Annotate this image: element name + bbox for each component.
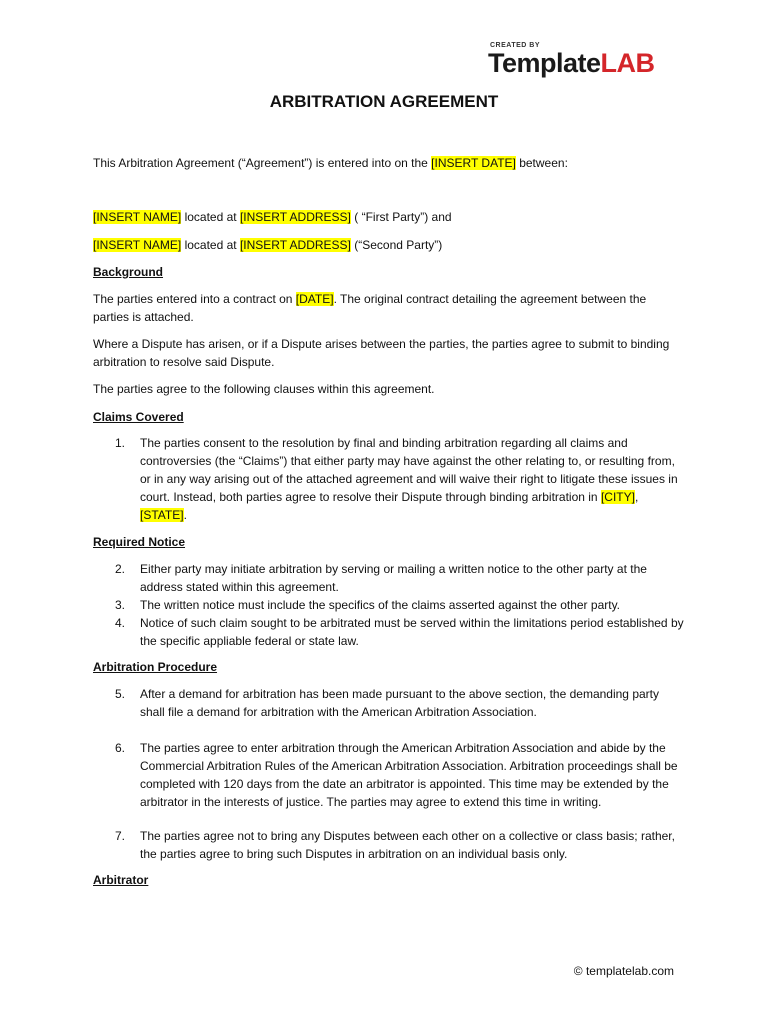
second-party-post: (“Second Party”) [350,238,443,252]
list-item-text: The written notice must include the specifics of the claims asserted against the other party. [140,598,621,612]
list-item-text: Notice of such claim sought to be arbitrated must be served within the limitations period established by the specific appliable federal or state law. [140,616,684,648]
contract-date-field: [DATE] [295,292,334,306]
required-notice-heading: Required Notice [93,535,186,549]
list-item-number: 3. [115,598,126,612]
claims-item-end: . [183,508,187,522]
list-item-text: Either party may initiate arbitration by serving or mailing a written notice to the other party at the address stated within this agreement. [140,562,647,594]
intro-text-post: between: [515,156,568,170]
list-item-number: 5. [115,687,126,701]
list-item-number: 1. [115,436,126,450]
list-item-number: 2. [115,562,126,576]
arbitration-procedure-heading: Arbitration Procedure [93,660,218,674]
second-party-mid: located at [181,238,240,252]
first-party-post: ( “First Party”) and [350,210,452,224]
document-title: ARBITRATION AGREEMENT [269,92,499,111]
list-item-text: The parties agree to enter arbitration through the American Arbitration Association and abide by the Commercial Arbitration Rules of the American Arbitration Association. Arbitration proceedings shall be completed with 120 days from the date an arbitrator is appointed. This time may be extended by the arbitrator in the interests of justice. The parties may agree to extend this time in writing. [140,741,678,809]
logo-template-text: Template [488,48,601,78]
second-party-name-field: [INSERT NAME] [93,238,182,252]
background-paragraph-2: Where a Dispute has arisen, or if a Dispute arises between the parties, the parties agree to submit to binding arbitration to resolve said Dispute. [93,337,670,369]
arbitrator-heading: Arbitrator [93,873,149,887]
background-p1-pre: The parties entered into a contract on [93,292,296,306]
first-party-name-field: [INSERT NAME] [93,210,182,224]
list-item-text [140,434,685,524]
list-item-number: 7. [115,829,126,843]
intro-text-pre: This Arbitration Agreement (“Agreement”) is entered into on the [93,156,432,170]
background-heading: Background [93,265,164,279]
background-paragraph-1 [93,290,683,326]
list-item [93,434,683,526]
list-item-number: 6. [115,741,126,755]
logo-created-by: CREATED BY [490,42,540,49]
background-p1-post: . The original contract detailing the agreement between the parties is attached. [93,292,647,324]
second-party-line [93,236,683,254]
claims-item-sep: , [634,490,639,504]
list-item-text: The parties agree not to bring any Disputes between each other on a collective or class basis; rather, the parties agree to bring such Disputes in arbitration on an individual basis only. [140,829,675,861]
logo-lab-text: LAB [600,48,655,78]
city-field: [CITY] [600,490,635,504]
first-party-address-field: [INSERT ADDRESS] [239,210,351,224]
insert-date-field: [INSERT DATE] [431,156,516,170]
claims-covered-heading: Claims Covered [93,410,184,424]
claims-item-text: The parties consent to the resolution by final and binding arbitration regarding all claims and controversies (the “Claims”) that either party may have against the other relating to, or resulting from, or in any way arising out of the attached agreement and will waive their right to litigate these issues in court. Instead, both parties agree to resolve their Dispute through binding arbitration in [140,436,678,504]
logo-wordmark [488,48,655,79]
list-item-text: After a demand for arbitration has been made pursuant to the above section, the demanding party shall file a demand for arbitration with the American Arbitration Association. [140,687,659,719]
list-item-number: 4. [115,616,126,630]
first-party-mid: located at [181,210,240,224]
second-party-address-field: [INSERT ADDRESS] [239,238,351,252]
state-field: [STATE] [140,508,184,522]
footer-copyright: © templatelab.com [573,964,674,978]
background-paragraph-3: The parties agree to the following clauses within this agreement. [93,382,435,396]
templatelab-logo [484,42,674,82]
intro-paragraph [93,154,683,172]
first-party-line [93,208,683,226]
